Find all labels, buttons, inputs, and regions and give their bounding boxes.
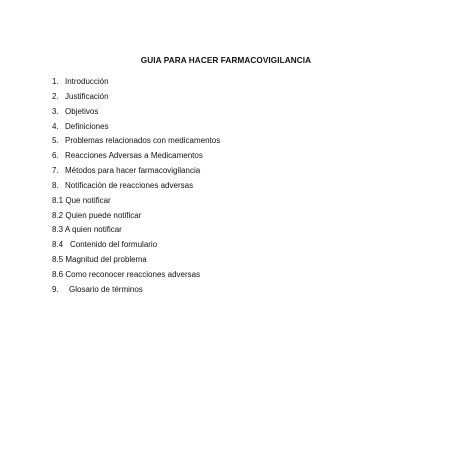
toc-item-number: 8.4	[52, 240, 64, 250]
toc-item-text: Magnitud del problema	[65, 255, 147, 265]
toc-item-number: 9.	[52, 284, 59, 294]
toc-item-number: 8.6	[52, 269, 64, 279]
toc-item-text: Reacciones Adversas a Medicamentos	[65, 151, 203, 161]
toc-item-objetivos	[52, 107, 220, 122]
toc-item-text: Justificación	[65, 91, 109, 101]
toc-item-number: 8.2	[52, 210, 64, 220]
toc-item-number: 3.	[52, 106, 59, 116]
toc-item-que-notificar	[52, 196, 220, 211]
table-of-contents	[52, 77, 220, 300]
toc-item-reacciones-adversas	[52, 151, 220, 166]
toc-item-metodos	[52, 166, 220, 181]
toc-item-number: 8.1	[52, 195, 64, 205]
toc-item-text: Introducción	[65, 77, 109, 86]
toc-item-a-quien-notificar	[52, 225, 220, 240]
toc-item-number: 8.	[52, 180, 59, 190]
toc-item-contenido-formulario	[52, 240, 220, 255]
toc-item-quien-puede-notificar	[52, 211, 220, 226]
document-title: GUIA PARA HACER FARMACOVIGILANCIA	[140, 56, 312, 65]
toc-item-text: Glosario de términos	[69, 284, 143, 294]
toc-item-text: Objetivos	[65, 106, 99, 116]
toc-item-definiciones	[52, 122, 220, 137]
toc-item-como-reconocer	[52, 270, 220, 285]
toc-item-magnitud-problema	[52, 255, 220, 270]
toc-item-text: Notificación de reacciones adversas	[65, 180, 194, 190]
toc-item-number: 8.3	[52, 225, 64, 235]
toc-item-text: Que notificar	[65, 195, 111, 205]
toc-item-text: A quien notificar	[64, 225, 122, 235]
toc-item-number: 8.5	[52, 255, 64, 265]
toc-item-text: Problemas relacionados con medicamentos	[65, 136, 221, 146]
toc-item-number: 5.	[52, 136, 59, 146]
toc-item-number: 7.	[52, 166, 59, 176]
toc-item-glosario	[52, 285, 220, 300]
toc-item-number: 2.	[52, 91, 59, 101]
toc-item-justificacion	[52, 92, 220, 107]
toc-item-text: Como reconocer reacciones adversas	[65, 269, 201, 279]
toc-item-number: 1.	[52, 77, 59, 86]
toc-item-number: 6.	[52, 151, 59, 161]
toc-item-notificacion	[52, 181, 220, 196]
toc-item-number: 4.	[52, 121, 59, 131]
toc-item-text: Quien puede notificar	[65, 210, 142, 220]
toc-item-problemas	[52, 136, 220, 151]
toc-item-text: Contenido del formulario	[70, 240, 158, 250]
toc-item-text: Definiciones	[65, 121, 109, 131]
toc-item-text: Métodos para hacer farmacovigilancia	[65, 166, 201, 176]
toc-item-introduccion	[52, 77, 220, 92]
